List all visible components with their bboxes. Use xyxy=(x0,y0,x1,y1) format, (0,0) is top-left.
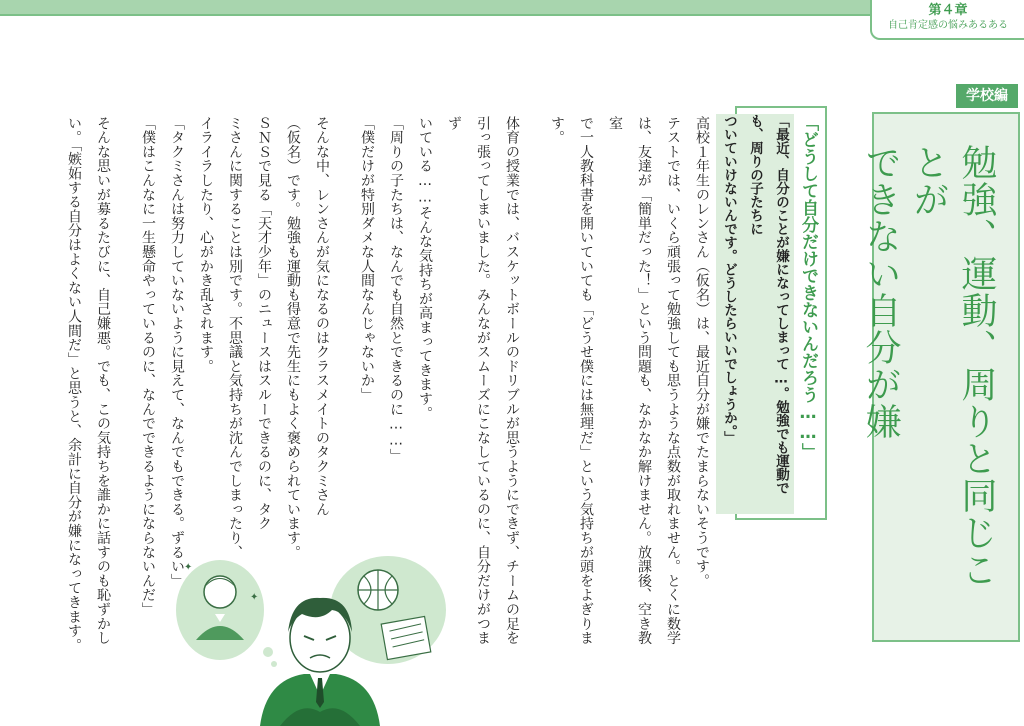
body-line: ミさんに関することは別です。不思議と気持ちが沈んでしまったり、 xyxy=(227,116,243,560)
body-line: は、友達が「簡単だった！」という問題も、なかなか解けません。放課後、空き教室 xyxy=(607,116,652,646)
paragraph-gap xyxy=(526,116,542,656)
page-title xyxy=(860,144,1000,624)
test-paper-icon xyxy=(381,616,431,659)
body-line: いている……そんな気持ちが高まってきます。 xyxy=(417,116,433,421)
title-line-2: できない自分が嫌 xyxy=(860,144,901,440)
chapter-label xyxy=(870,0,1024,40)
body-line: 体育の授業では、バスケットボールのドリブルが思うようにできず、チームの足を xyxy=(504,116,520,646)
lead-line-1: 「最近、自分のことが嫌になってしまって…。勉強でも運動でも、周りの子たちに xyxy=(742,114,794,514)
body-line: （仮名）です。勉強も運動も得意で先生にもよく褒められています。 xyxy=(285,116,301,560)
lead-content xyxy=(721,114,822,514)
body-line: い。「嫉妬する自分はよくない人間だ」と思うと、余計に自分が嫌になってきます。 xyxy=(66,116,82,653)
quote-line: 「僕だけが特別ダメな人間なんじゃないか」 xyxy=(359,116,375,402)
chapter-number: 第４章 xyxy=(928,3,968,18)
body-line: イライラしたり、心がかき乱されます。 xyxy=(198,116,214,374)
body-line: テストでは、いくら頑張って勉強しても思うような点数が取れません。とくに数学 xyxy=(665,116,681,646)
quote-line: 「タクミさんは努力していないように見えて、なんでもできる。ずるい」 xyxy=(169,116,185,588)
svg-text:✦: ✦ xyxy=(250,592,259,603)
lead-question: 「どうして自分だけできないんだろう……」 xyxy=(798,114,818,460)
body-line: そんな思いが募るたびに、自己嫌悪。でも、この気持ちを誰かに話すのも恥ずかし xyxy=(95,116,111,646)
body-line: ＳＮＳで見る「天才少年」のニュースはスルーできるのに、タク xyxy=(256,116,272,531)
header-line xyxy=(0,14,870,16)
svg-text:✦: ✦ xyxy=(184,562,193,573)
body-line: 高校１年生のレンさん（仮名）は、最近自分が嫌でたまらないそうです。 xyxy=(694,116,710,588)
quote-line: 「周りの子たちは、なんでも自然とできるのに……」 xyxy=(388,116,404,464)
bubble-dot xyxy=(271,661,277,667)
thought-bubble-classmate xyxy=(176,560,264,660)
body-line: そんな中、レンさんが気になるのはクラスメイトのタクミさん xyxy=(314,116,330,517)
quote-line: 「僕はこんなに一生懸命やっているのに、なんでできるようにならないんだ」 xyxy=(140,116,156,617)
body-line: で一人教科書を開いていても「どうせ僕には無理だ」という気持ちが頭をよぎります。 xyxy=(549,116,594,646)
section-tag: 学校編 xyxy=(956,84,1018,108)
title-line-1: 勉強、運動、周りと同じことが xyxy=(908,144,997,588)
student-illustration xyxy=(170,540,470,726)
chapter-subtitle: 自己肯定感の悩みあるある xyxy=(888,20,1008,31)
paragraph-gap xyxy=(117,116,133,656)
lead-line-2: ついていけないんです。どうしたらいいでしょうか。」 xyxy=(716,114,742,514)
body-line: 引っ張ってしまいました。みんながスムーズにこなしているのに、自分だけがつまず xyxy=(446,116,491,646)
bubble-dot xyxy=(263,647,273,657)
